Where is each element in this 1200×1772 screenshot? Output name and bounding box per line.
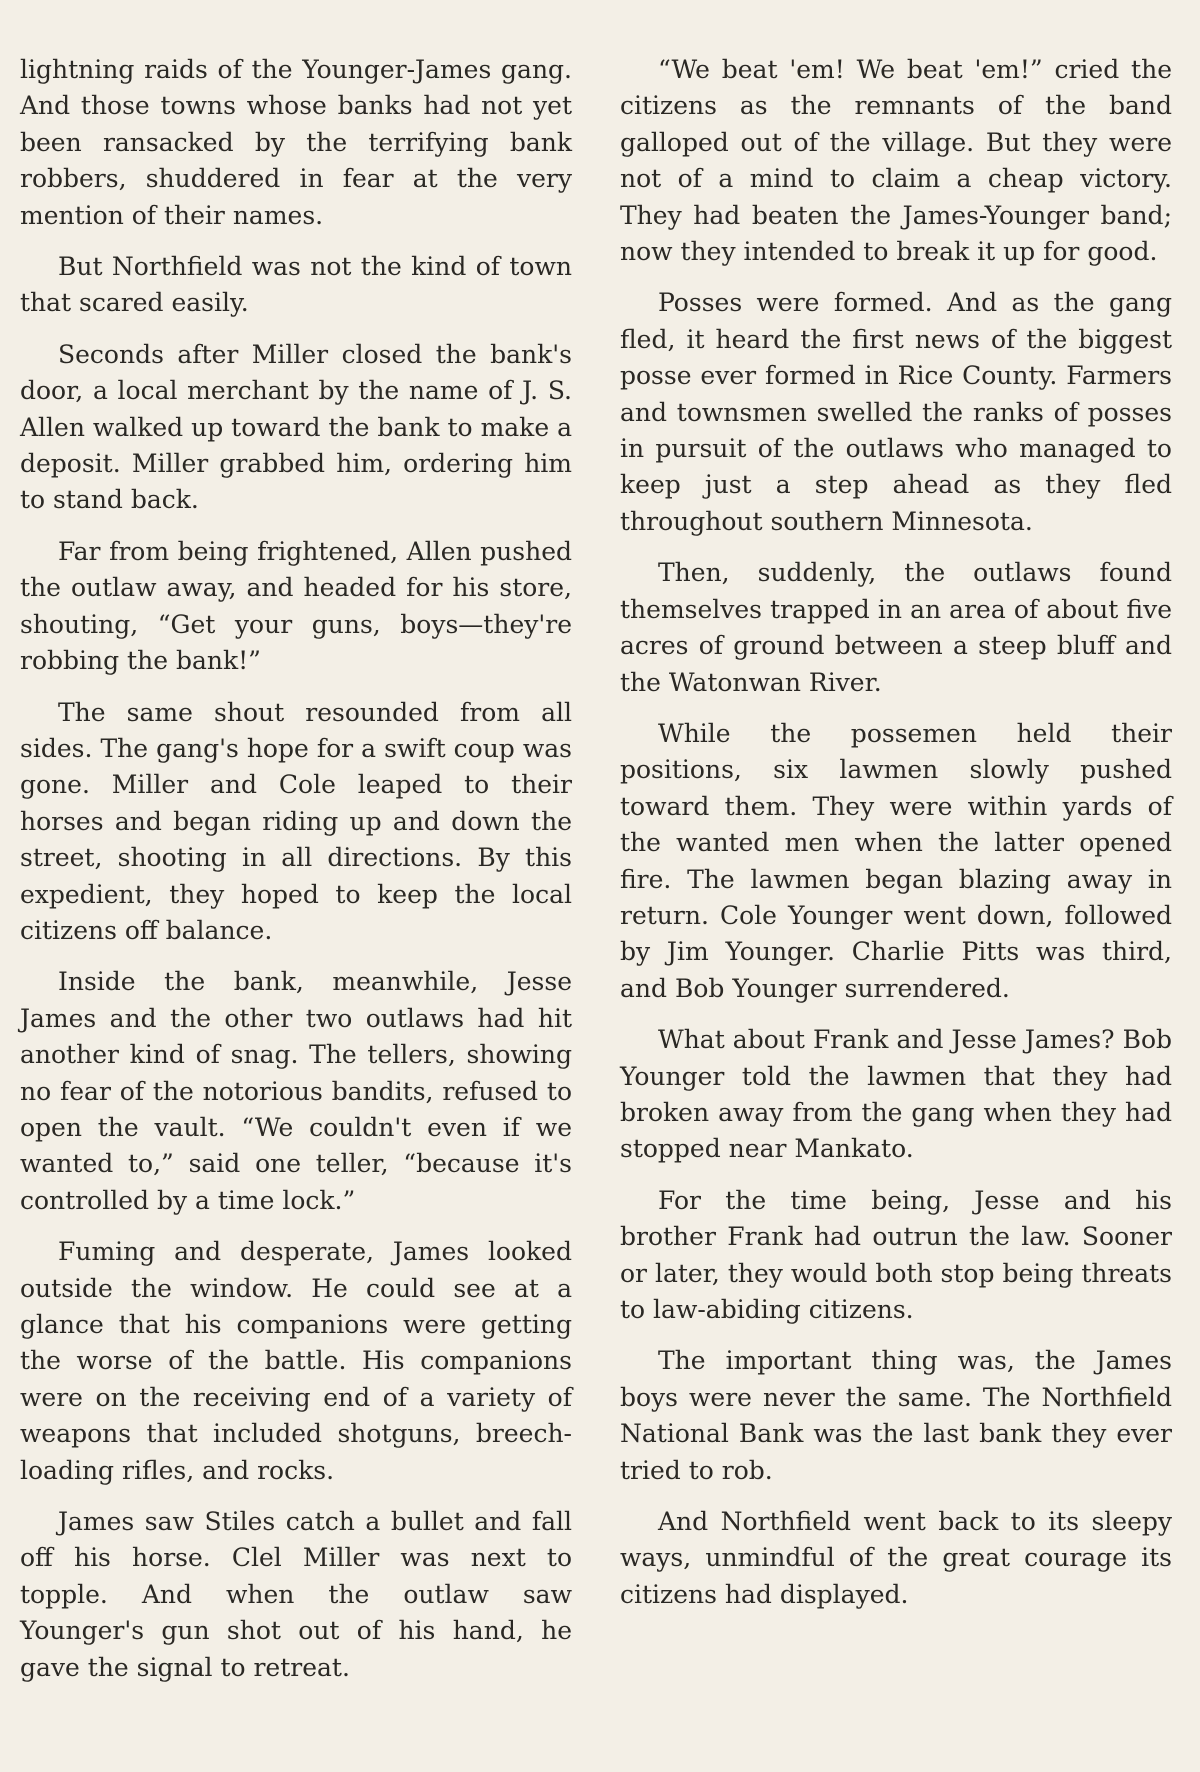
paragraph: But Northfield was not the kind of town that scared easily. xyxy=(20,252,572,318)
paragraph: Far from being frightened, Allen pushed the outlaw away, and headed for his store, shouting, “Get your guns, boys—they're robbing the bank!” xyxy=(20,536,572,676)
paragraph: James saw Stiles catch a bullet and fall off his horse. Clel Miller was next to topple. And when the outlaw saw Younger's gun shot out of his hand, he gave the signal to retreat. xyxy=(20,1507,572,1682)
paragraph: And Northfield went back to its sleepy ways, unmindful of the great courage its citizens had displayed. xyxy=(620,1507,1172,1609)
paragraph: While the possemen held their positions, six lawmen slowly pushed toward them. They were within yards of the wanted men when the latter opened fire. The lawmen began blazing away in return. Cole Younger went down, followed by Jim Younger. Charlie Pitts was third, and Bob Younger surrendered. xyxy=(620,718,1172,1003)
paragraph: Posses were formed. And as the gang fled, it heard the first news of the biggest posse ever formed in Rice County. Farmers and townsmen swelled the ranks of posses in pursuit of the outlaws who managed to keep just a step ahead as they fled throughout southern Minnesota. xyxy=(620,288,1172,536)
right-column xyxy=(620,52,1172,1628)
paragraph: For the time being, Jesse and his brother Frank had outrun the law. Sooner or later, they would both stop being threats to law-abiding citizens. xyxy=(620,1185,1172,1324)
paragraph: Fuming and desperate, James looked outside the window. He could see at a glance that his companions were getting the worse of the battle. His companions were on the receiving end of a variety of weapons that included shotguns, breech-loading rifles, and rocks. xyxy=(20,1237,572,1485)
paragraph: “We beat 'em! We beat 'em!” cried the citizens as the remnants of the band galloped out of the village. But they were not of a mind to claim a cheap victory. They had beaten the James-Younger band; now they intended to break it up for good. xyxy=(620,55,1172,267)
paragraph: The same shout resounded from all sides. The gang's hope for a swift coup was gone. Miller and Cole leaped to their horses and began riding up and down the street, shooting in all directions. By this expedient, they hoped to keep the local citizens off balance. xyxy=(20,697,572,945)
paragraph: Inside the bank, meanwhile, Jesse James and the other two outlaws had hit another kind of snag. The tellers, showing no fear of the notorious bandits, refused to open the vault. “We couldn't even if we wanted to,” said one teller, “because it's controlled by a time lock.” xyxy=(20,967,572,1215)
left-column xyxy=(20,52,572,1701)
paragraph: lightning raids of the Younger-James gang. And those towns whose banks had not yet been ransacked by the terrifying bank robbers, shuddered in fear at the very mention of their names. xyxy=(20,55,572,230)
paragraph: The important thing was, the James boys were never the same. The Northfield National Bank was the last bank they ever tried to rob. xyxy=(620,1346,1172,1485)
paragraph: Seconds after Miller closed the bank's door, a local merchant by the name of J. S. Allen walked up toward the bank to make a deposit. Miller grabbed him, ordering him to stand back. xyxy=(20,339,572,515)
paragraph: What about Frank and Jesse James? Bob Younger told the lawmen that they had broken away from the gang when they had stopped near Mankato. xyxy=(620,1025,1172,1164)
paragraph: Then, suddenly, the outlaws found themselves trapped in an area of about five acres of ground between a steep bluff and the Watonwan River. xyxy=(620,558,1172,697)
